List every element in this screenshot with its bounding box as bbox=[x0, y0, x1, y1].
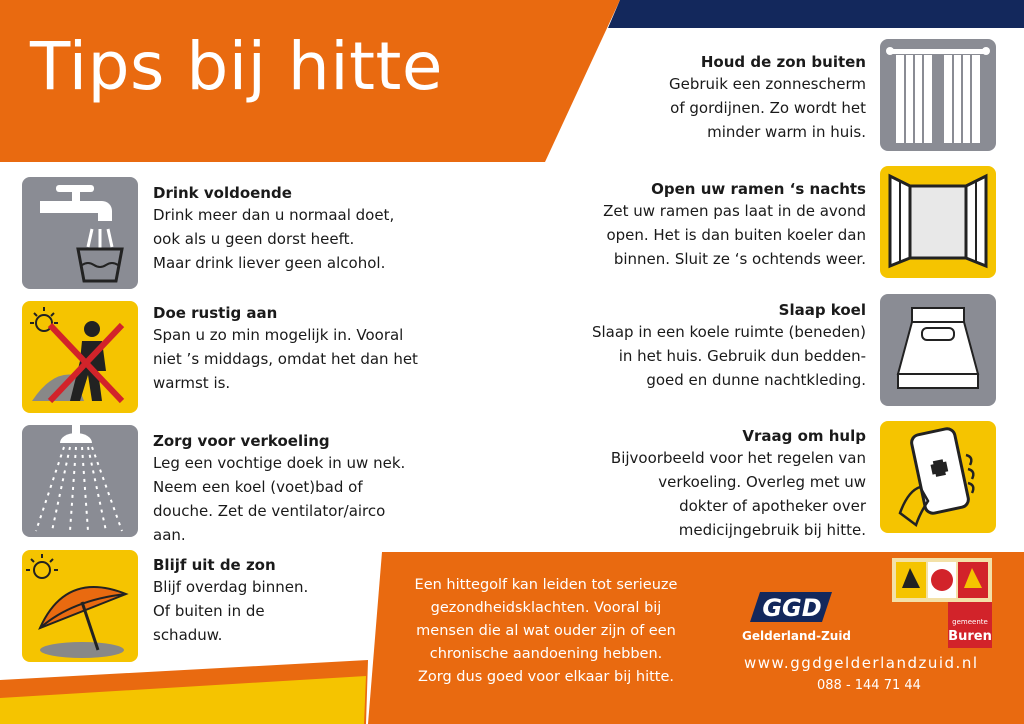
tip-title: Vraag om hulp bbox=[742, 427, 866, 445]
no-heavy-work-icon bbox=[22, 301, 138, 413]
shower-icon bbox=[22, 425, 138, 537]
tip-rest bbox=[153, 303, 418, 395]
tip-line: Bijvoorbeeld voor het regelen van bbox=[610, 449, 866, 467]
tip-line: niet ’s middags, omdat het dan het bbox=[153, 350, 418, 368]
ggd-logo bbox=[744, 590, 834, 624]
tip-line: binnen. Sluit ze ‘s ochtends weer. bbox=[613, 250, 866, 268]
footer-line: mensen die al wat ouder zijn of een bbox=[416, 623, 676, 639]
phone-number: 088 - 144 71 44 bbox=[817, 678, 921, 693]
buren-coat-of-arms bbox=[892, 558, 992, 648]
tip-cooling bbox=[153, 431, 405, 547]
open-window-icon bbox=[880, 166, 996, 278]
tip-title: Zorg voor verkoeling bbox=[153, 432, 330, 450]
tip-line: dokter of apotheker over bbox=[679, 497, 866, 515]
footer-line: Een hittegolf kan leiden tot serieuze bbox=[414, 577, 678, 593]
tip-line: Span u zo min mogelijk in. Vooral bbox=[153, 326, 404, 344]
tip-line: Slaap in een koele ruimte (beneden) bbox=[591, 323, 866, 341]
footer-line: gezondheidsklachten. Vooral bij bbox=[430, 600, 662, 616]
tip-title: Drink voldoende bbox=[153, 184, 292, 202]
navy-stripe bbox=[608, 0, 1024, 28]
tip-line: Zet uw ramen pas laat in de avond bbox=[603, 202, 866, 220]
tip-windows bbox=[603, 179, 866, 271]
bed-icon bbox=[880, 294, 996, 406]
ggd-logo-text: GGD bbox=[762, 594, 822, 622]
tip-sleep bbox=[592, 300, 866, 392]
tap-glass-icon bbox=[22, 177, 138, 289]
buren-text: Buren bbox=[948, 629, 992, 644]
phone-help-icon bbox=[880, 421, 996, 533]
footer-message bbox=[376, 574, 716, 689]
tip-line: Maar drink liever geen alcohol. bbox=[153, 254, 386, 272]
website-url[interactable]: www.ggdgelderlandzuid.nl bbox=[744, 654, 979, 672]
tip-line: Leg een vochtige doek in uw nek. bbox=[153, 454, 406, 472]
tip-line: of gordijnen. Zo wordt het bbox=[670, 99, 866, 117]
tip-line: schaduw. bbox=[153, 626, 223, 644]
tip-help bbox=[611, 426, 866, 542]
tip-line: ook als u geen dorst heeft. bbox=[153, 230, 355, 248]
tip-title: Houd de zon buiten bbox=[700, 53, 866, 71]
curtains-icon bbox=[880, 39, 996, 151]
tip-title: Doe rustig aan bbox=[153, 304, 278, 322]
tip-curtains bbox=[669, 52, 866, 144]
tip-line: in het huis. Gebruik dun bedden- bbox=[618, 347, 866, 365]
footer-line: chronische aandoening hebben. bbox=[429, 646, 663, 662]
tip-line: Blijf overdag binnen. bbox=[153, 578, 309, 596]
tip-line: goed en dunne nachtkleding. bbox=[646, 371, 866, 389]
tip-line: verkoeling. Overleg met uw bbox=[658, 473, 866, 491]
tip-line: medicijngebruik bij hitte. bbox=[678, 521, 866, 539]
ggd-subtitle: Gelderland-Zuid bbox=[742, 629, 852, 643]
tip-line: aan. bbox=[153, 526, 186, 544]
tip-line: Drink meer dan u normaal doet, bbox=[153, 206, 395, 224]
tip-line: minder warm in huis. bbox=[707, 123, 866, 141]
tip-drink bbox=[153, 183, 394, 275]
tip-sun bbox=[153, 555, 308, 647]
tip-line: warmst is. bbox=[153, 374, 231, 392]
footer-line: Zorg dus goed voor elkaar bij hitte. bbox=[417, 669, 674, 685]
tip-title: Open uw ramen ‘s nachts bbox=[651, 180, 866, 198]
parasol-icon bbox=[22, 550, 138, 662]
tip-title: Blijf uit de zon bbox=[153, 556, 276, 574]
tip-line: Of buiten in de bbox=[153, 602, 265, 620]
tip-title: Slaap koel bbox=[778, 301, 866, 319]
tip-line: douche. Zet de ventilator/airco bbox=[153, 502, 386, 520]
buren-small-text: gemeente bbox=[952, 618, 988, 626]
tip-line: Gebruik een zonnescherm bbox=[668, 75, 866, 93]
tip-line: Neem een koel (voet)bad of bbox=[153, 478, 363, 496]
tip-line: open. Het is dan buiten koeler dan bbox=[606, 226, 866, 244]
page-title: Tips bij hitte bbox=[30, 28, 443, 105]
